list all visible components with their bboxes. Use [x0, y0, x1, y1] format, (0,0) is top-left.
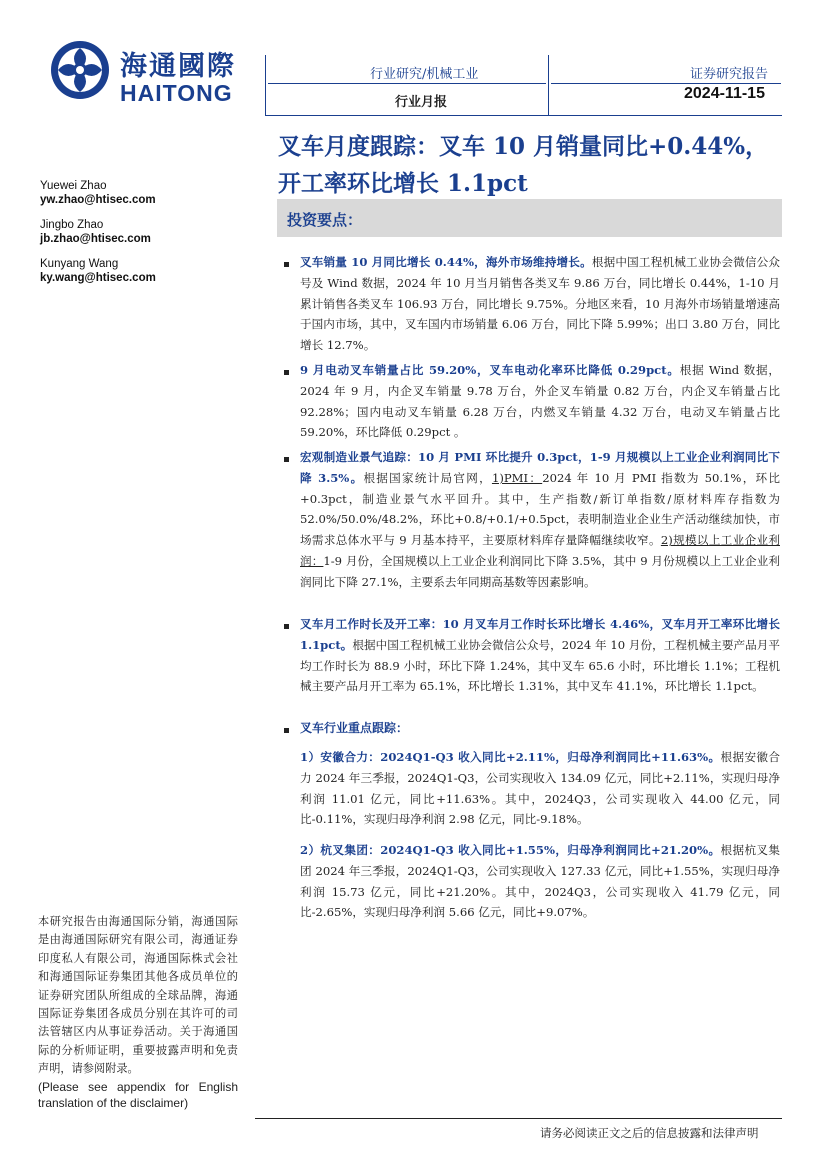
company-body: 根据安徽合力 2024 年三季报，2024Q1-Q3，公司实现收入 134.09 亿元，同比+2.11%，实现归母净利润 11.01 亿元，同比+11.63%。其中，2024Q3，公司实现收入 44.00 亿元，同比-0.11%，实现归母净利润 2.98 亿元，同比-9.18%。 [300, 750, 780, 827]
disclaimer [38, 913, 238, 1111]
key-point-body: 根据中国工程机械工业协会微信公众号，2024 年 10 月份，工程机械主要产品月平均工作时长为 88.9 小时，环比下降 1.24%，其中叉车 65.6 小时，环比增长 1.1%；工程机械主要产品月开工率为 65.1%，环比增长 1.31%，其中叉车 41.1%，环比增长 1.1pct。 [300, 637, 780, 694]
header-bottom-rule [265, 115, 782, 116]
tracking-title: 叉车行业重点跟踪： [300, 721, 409, 735]
key-point-headline: 叉车月工作时长及开工率：10 月叉车月工作时长环比增长 4.46%，叉车月开工率环比增长 1.1pct。 [300, 617, 780, 652]
report-type: 行业月报 [395, 95, 448, 110]
author-email[interactable]: jb.zhao@htisec.com [40, 233, 151, 245]
page-title: 叉车月度跟踪：叉车 10 月销量同比+0.44%，开工率环比增长 1.1pct [278, 133, 769, 197]
key-point-headline: 宏观制造业景气追踪：10 月 PMI 环比提升 0.3pct，1-9 月规模以上工业企业利润同比下降 3.5%。 [300, 450, 780, 485]
header-divider [551, 83, 781, 84]
footer-rule [255, 1118, 782, 1119]
company-body: 根据杭叉集团 2024 年三季报，2024Q1-Q3，公司实现收入 127.33 亿元，同比+1.55%，实现归母净利润 15.73 亿元，同比+21.20%。其中，2024Q3，公司实现收入 41.79 亿元，同比-2.65%，实现归母净利润 5.66 亿元，同比+9.07%。 [300, 843, 780, 920]
report-date: 2024-11-15 [684, 85, 765, 102]
disclaimer-chinese: 本研究报告由海通国际分销，海通国际是由海通国际研究有限公司，海通证券印度私人有限公司，海通国际株式会社和海通国际证券集团其他各成员单位的证券研究团队所组成的全球品牌，海通国际证券集团各成员分别在其许可的司法管辖区内从事证券活动。关于海通国际的分析师证明，重要披露声明和免责声明，请参阅附录。 [38, 915, 238, 1076]
key-point-body: 根据 Wind 数据，2024 年 9 月，内企叉车销量 9.78 万台，外企叉车销量 0.82 万台，内企叉车销量占比 92.28%；国内电动叉车销量 6.28 万台，内燃叉车销量 4.32 万台，电动叉车销量占比 59.20%，环比降低 0.29pct 。 [300, 363, 780, 440]
haitong-logo-icon [50, 40, 110, 100]
report-label: 证券研究报告 [690, 67, 769, 82]
logo-english-text: HAITONG [120, 80, 233, 106]
bullet-icon [284, 262, 289, 267]
header-divider [268, 83, 546, 84]
bullet-icon [284, 370, 289, 375]
key-point [300, 447, 780, 593]
author-name: Yuewei Zhao [40, 180, 107, 192]
logo-chinese-text: 海通國際 [120, 51, 236, 82]
key-point-body: 根据国家统计局官网， [363, 470, 492, 485]
key-point-headline: 叉车销量 10 月同比增长 0.44%，海外市场维持增长。 [300, 255, 592, 269]
key-point-subheading: 2)规模以上工业企业利润： [300, 533, 780, 568]
key-point-body: 1-9 月份，全国规模以上工业企业利润同比下降 3.5%，其中 9 月份规模以上工业企业利润同比下降 27.1%，主要系去年同期高基数等因素影响。 [300, 553, 780, 589]
author-email[interactable]: yw.zhao@htisec.com [40, 194, 156, 206]
disclaimer-english: (Please see appendix for English translation of the disclaimer) [38, 1079, 238, 1110]
report-category: 行业研究/机械工业 [370, 67, 479, 82]
author-email[interactable]: ky.wang@htisec.com [40, 272, 156, 284]
header-divider [548, 55, 549, 115]
key-point [300, 614, 780, 697]
company-item [300, 747, 780, 830]
key-point [300, 252, 780, 356]
company-item [300, 840, 780, 923]
company-headline: 2）杭叉集团：2024Q1-Q3 收入同比+1.55%，归母净利润同比+21.20%。 [300, 843, 721, 857]
bullet-icon [284, 728, 289, 733]
key-point-headline: 9 月电动叉车销量占比 59.20%，叉车电动化率环比降低 0.29pct。 [300, 363, 680, 377]
bullet-icon [284, 624, 289, 629]
company-headline: 1）安徽合力：2024Q1-Q3 收入同比+2.11%，归母净利润同比+11.63%。 [300, 750, 721, 764]
key-point-body: 2024 年 10 月 PMI 指数为 50.1%，环比+0.3pct，制造业景气水平回升。其中，生产指数/新订单指数/原材料库存指数为 52.0%/50.0%/48.2%，环比+0.8/+0.1/+0.5pct，表明制造业企业生产活动继续加快，市场需求总体水平与 9 月基本持平，主要原材料库存量降幅继续收窄。 [300, 470, 780, 548]
footer-notice: 请务必阅读正文之后的信息披露和法律声明 [540, 1126, 759, 1140]
key-point-body: 根据中国工程机械工业协会微信公众号及 Wind 数据，2024 年 10 月当月销售各类叉车 9.86 万台，同比增长 0.44%，1-10 月累计销售各类叉车 106.93 万台，同比增长 9.75%。分地区来看，10 月海外市场销量增速高于国内市场，其中，叉车国内市场销量 6.06 万台，同比下降 5.99%；出口 3.80 万台，同比增长 12.7%。 [300, 255, 780, 353]
header-divider [265, 55, 266, 115]
key-point-subheading: 1)PMI： [491, 470, 543, 485]
author-name: Jingbo Zhao [40, 219, 104, 231]
author-name: Kunyang Wang [40, 258, 119, 270]
key-point [300, 360, 780, 443]
key-points-title: 投资要点： [287, 211, 363, 229]
bullet-icon [284, 457, 289, 462]
